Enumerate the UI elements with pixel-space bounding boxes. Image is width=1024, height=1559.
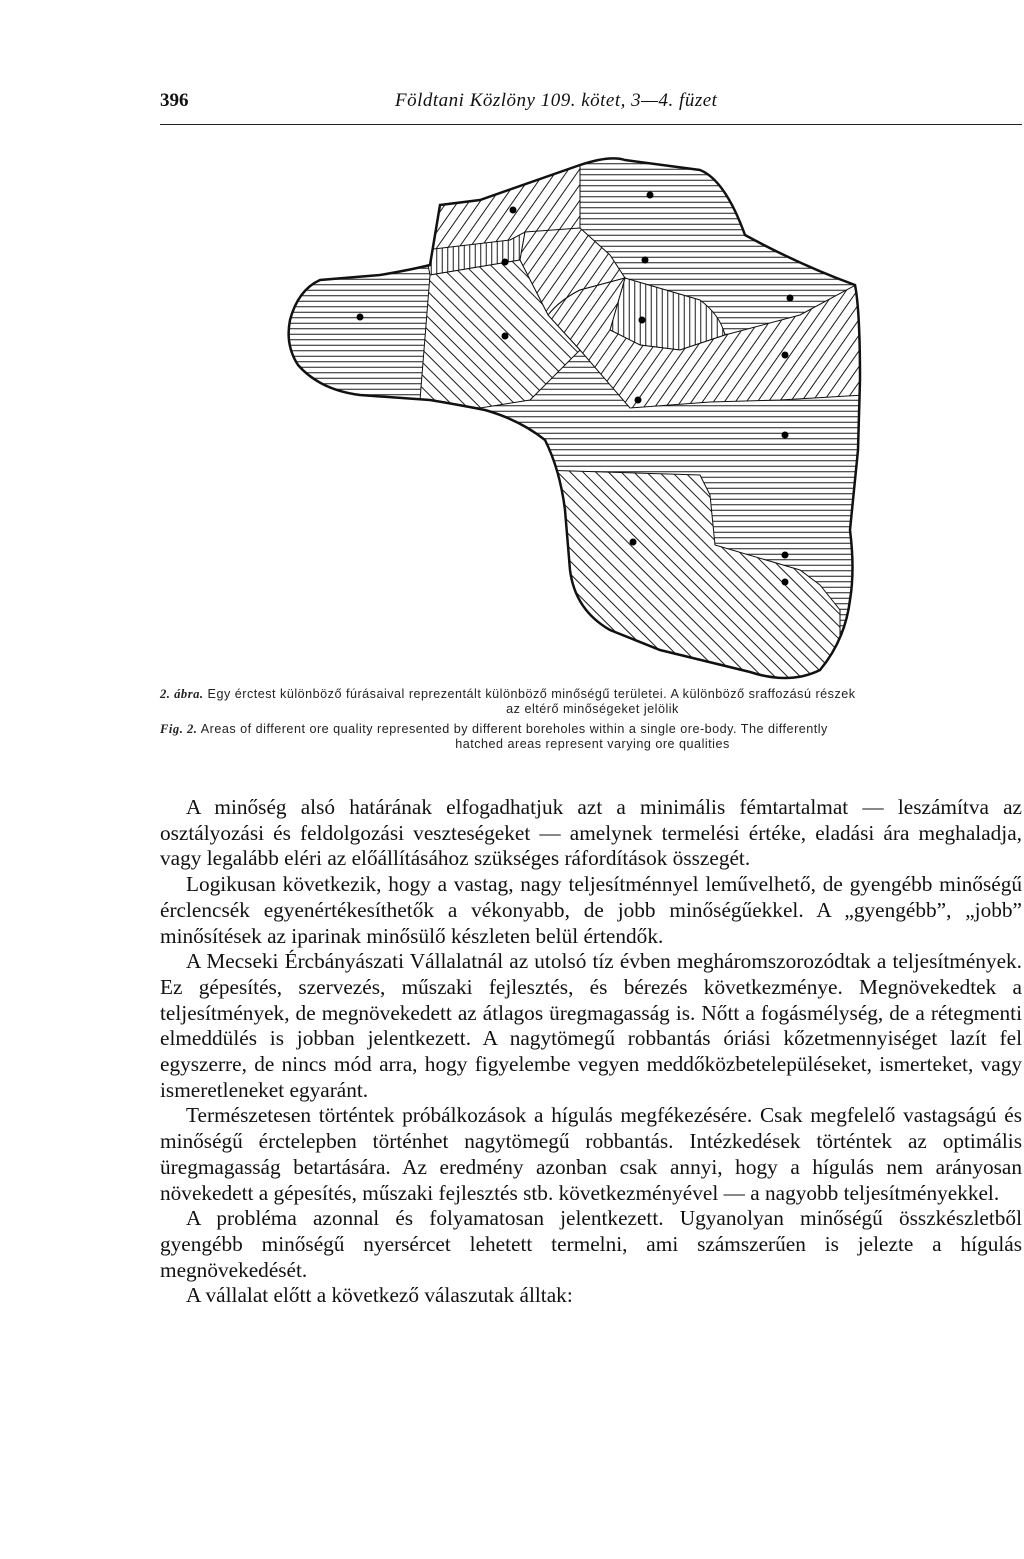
borehole-point (782, 552, 789, 559)
body-text (160, 795, 1022, 1309)
caption-hu-text-1: Egy érctest különböző fúrásaival reprezentált különböző minőségű területei. A különböző sraffozású részek (207, 687, 856, 701)
caption-hu-line-2: az eltérő minőségeket jelölik (506, 702, 679, 716)
page-header (160, 90, 1024, 122)
paragraph: A probléma azonnal és folyamatosan jelentkezett. Ugyanolyan minőségű összkészletből gyengébb minőségű nyersércet lehetett termelni, ami számszerűen is jelezte a hígulás megnövekedését. (160, 1206, 1022, 1282)
paragraph: A minőség alsó határának elfogadhatjuk azt a minimális fémtartalmat — leszámítva az osztályozási és feldolgozási veszteségeket — amelynek termelési értéke, eladási ára meghaladja, vagy legalább eléri az előállításához szükséges ráfordítások összegét. (160, 795, 1022, 871)
caption-hu-line-1 (160, 687, 1024, 702)
paragraph: A Mecseki Ércbányászati Vállalatnál az utolsó tíz évben megháromszorozódtak a teljesítmények. Ez gépesítés, szervezés, műszaki fejlesztés, és bérezés következménye. Megnövekedtek a teljesítmények, de megnövekedett az átlagos üregmagasság is. Nőtt a fogásmélység, de a rétegmenti elmeddülés is jobban jelentkezett. A nagytömegű robbantás óriási kőzetmennyiséget lazít fel egyszerre, de nincs mód arra, hogy figyelembe vegyen meddőközbetelepüléseket, ismerteket, vagy ismeretleneket egyaránt. (160, 949, 1022, 1102)
header-rule (160, 124, 1022, 125)
caption-en-line-2: hatched areas represent varying ore qualities (455, 737, 730, 751)
borehole-point (510, 207, 517, 214)
borehole-point (635, 397, 642, 404)
caption-en-text-1: Areas of different ore quality represented by different boreholes within a single ore-body. The differently (200, 722, 828, 736)
borehole-point (642, 257, 649, 264)
borehole-point (782, 579, 789, 586)
borehole-point (502, 259, 509, 266)
ore-body-figure (280, 150, 870, 685)
borehole-point (782, 352, 789, 359)
borehole-point (787, 295, 794, 302)
borehole-point (782, 432, 789, 439)
caption-hu-label: 2. ábra. (160, 687, 204, 701)
caption-en-line-1 (160, 722, 1024, 737)
paragraph: A vállalat előtt a következő válaszutak álltak: (186, 1283, 573, 1308)
caption-en-label: Fig. 2. (160, 722, 198, 736)
figure-caption-english (160, 722, 1024, 752)
borehole-point (630, 539, 637, 546)
borehole-point (357, 314, 364, 321)
paragraph: Természetesen történtek próbálkozások a hígulás megfékezésére. Csak megfelelő vastagságú és minőségű érctelepben történhet nagytömegű robbantás. Intézkedések történtek az optimális üregmagasság betartására. Az eredmény azonban csak annyi, hogy a hígulás nem arányosan növekedett a gépesítés, műszaki fejlesztés stb. következményével — a nagyobb teljesítményekkel. (160, 1103, 1022, 1205)
ore-body-diagram (280, 150, 870, 685)
borehole-point (647, 192, 654, 199)
page-number: 396 (160, 90, 189, 111)
figure-caption-hungarian (160, 687, 1024, 717)
paragraph: Logikusan következik, hogy a vastag, nagy teljesítménnyel leművelhető, de gyengébb minőségű érclencsék egyenértékesíthetők a vékonyabb, de jobb minőségűekkel. A „gyengébb”, „jobb” minősítések az iparinak minősülő készleten belül értendők. (160, 872, 1022, 948)
running-title: Földtani Közlöny 109. kötet, 3—4. füzet (395, 90, 718, 111)
borehole-point (639, 317, 646, 324)
borehole-point (502, 333, 509, 340)
